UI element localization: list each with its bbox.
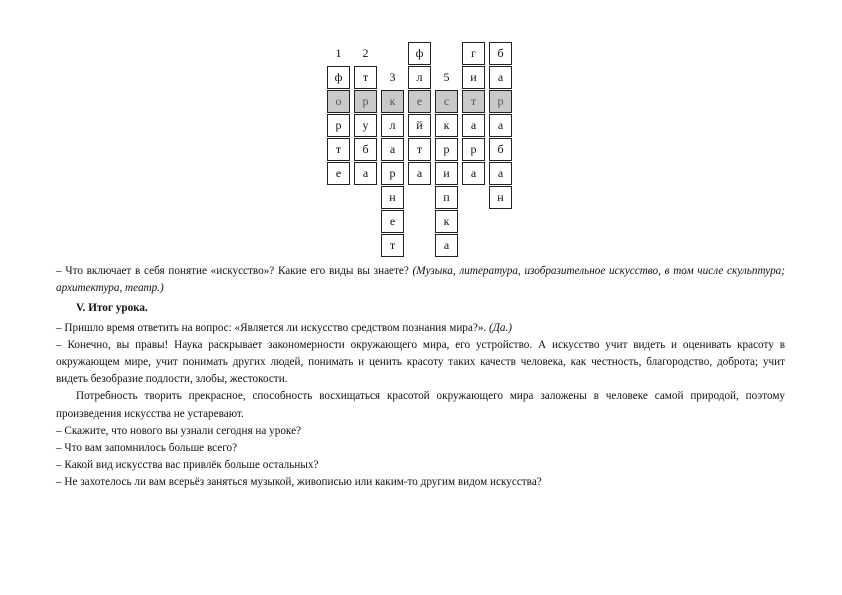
crossword-cell: т xyxy=(462,90,485,113)
crossword-cell: р xyxy=(462,138,485,161)
crossword-cell: р xyxy=(354,90,377,113)
crossword-cell: б xyxy=(354,138,377,161)
crossword-cell: а xyxy=(489,66,512,89)
crossword-cell: л xyxy=(381,114,404,137)
reflection-question-3: – Какой вид искусства вас привлёк больше остальных? xyxy=(56,459,319,472)
crossword-cell: к xyxy=(435,210,458,233)
reflection-question-2: – Что вам запомнилось больше всего? xyxy=(56,442,238,455)
crossword-cell: б xyxy=(489,42,512,65)
crossword-cell: р xyxy=(381,162,404,185)
crossword-cell: а xyxy=(354,162,377,185)
crossword-clue-number: 2 xyxy=(362,46,369,60)
crossword-cell: а xyxy=(489,114,512,137)
section-heading: V. Итог урока. xyxy=(76,302,148,315)
answer-text: (Да.) xyxy=(489,321,512,334)
crossword-cell: г xyxy=(462,42,485,65)
question-text: – Пришло время ответить на вопрос: «Является ли искусство средством познания мира?». xyxy=(56,321,487,334)
crossword-cell: ф xyxy=(408,42,431,65)
reflection-question-4: – Не захотелось ли вам всерьёз заняться музыкой, живописью или каким-то другим видом искусства? xyxy=(56,476,542,489)
crossword-cell: с xyxy=(435,90,458,113)
paragraph-science-art: – Конечно, вы правы! Наука раскрывает закономерности окружающего мира, его устройство. А искусство учит видеть и оценивать красоту в окружающем мире, учит понимать других людей, понимать и ценить красоту таких качеств человека, как честность, благородство, доброта; учит видеть безобразие подлости, злобы, жестокости. xyxy=(56,338,785,386)
crossword-cell: а xyxy=(489,162,512,185)
crossword-cell: н xyxy=(381,186,404,209)
crossword-cell: й xyxy=(408,114,431,137)
crossword-cell: а xyxy=(381,138,404,161)
crossword-cell: н xyxy=(489,186,512,209)
crossword-cell: т xyxy=(327,138,350,161)
question-knowledge xyxy=(56,320,785,337)
crossword-grid xyxy=(327,42,516,257)
answer-text: (Музыка, литература, изобразительное искусство, в том числе скульптура; архитектура, театр.) xyxy=(56,265,785,295)
crossword-cell: а xyxy=(435,234,458,257)
crossword-cell: т xyxy=(354,66,377,89)
question-art-concept xyxy=(56,263,785,297)
crossword-cell: ф xyxy=(327,66,350,89)
question-text: – Что включает в себя понятие «искусство»? Какие его виды вы знаете? xyxy=(56,265,409,277)
paragraph-beauty: Потребность творить прекрасное, способность восхищаться красотой окружающего мира заложены в человеке самой природой, поэтому произведения искусства не устаревают. xyxy=(56,390,785,420)
crossword-clue-number: 1 xyxy=(335,46,342,60)
crossword-cell: а xyxy=(462,114,485,137)
crossword-cell: и xyxy=(435,162,458,185)
crossword-cell: и xyxy=(462,66,485,89)
crossword-cell: о xyxy=(327,90,350,113)
crossword-cell: т xyxy=(408,138,431,161)
crossword-cell: п xyxy=(435,186,458,209)
crossword-cell: к xyxy=(381,90,404,113)
crossword-clue-number: 5 xyxy=(443,70,450,84)
crossword-cell: е xyxy=(381,210,404,233)
crossword-cell: р xyxy=(489,90,512,113)
crossword-cell: р xyxy=(435,138,458,161)
reflection-question-1: – Скажите, что нового вы узнали сегодня на уроке? xyxy=(56,424,302,437)
crossword-cell: а xyxy=(462,162,485,185)
crossword-clue-number: 3 xyxy=(389,70,396,84)
crossword-cell: р xyxy=(327,114,350,137)
crossword-cell: е xyxy=(327,162,350,185)
crossword-cell: к xyxy=(435,114,458,137)
crossword-cell: а xyxy=(408,162,431,185)
crossword-cell: б xyxy=(489,138,512,161)
crossword-cell: у xyxy=(354,114,377,137)
crossword-cell: т xyxy=(381,234,404,257)
lesson-text xyxy=(56,263,785,492)
crossword-cell: л xyxy=(408,66,431,89)
crossword-cell: е xyxy=(408,90,431,113)
